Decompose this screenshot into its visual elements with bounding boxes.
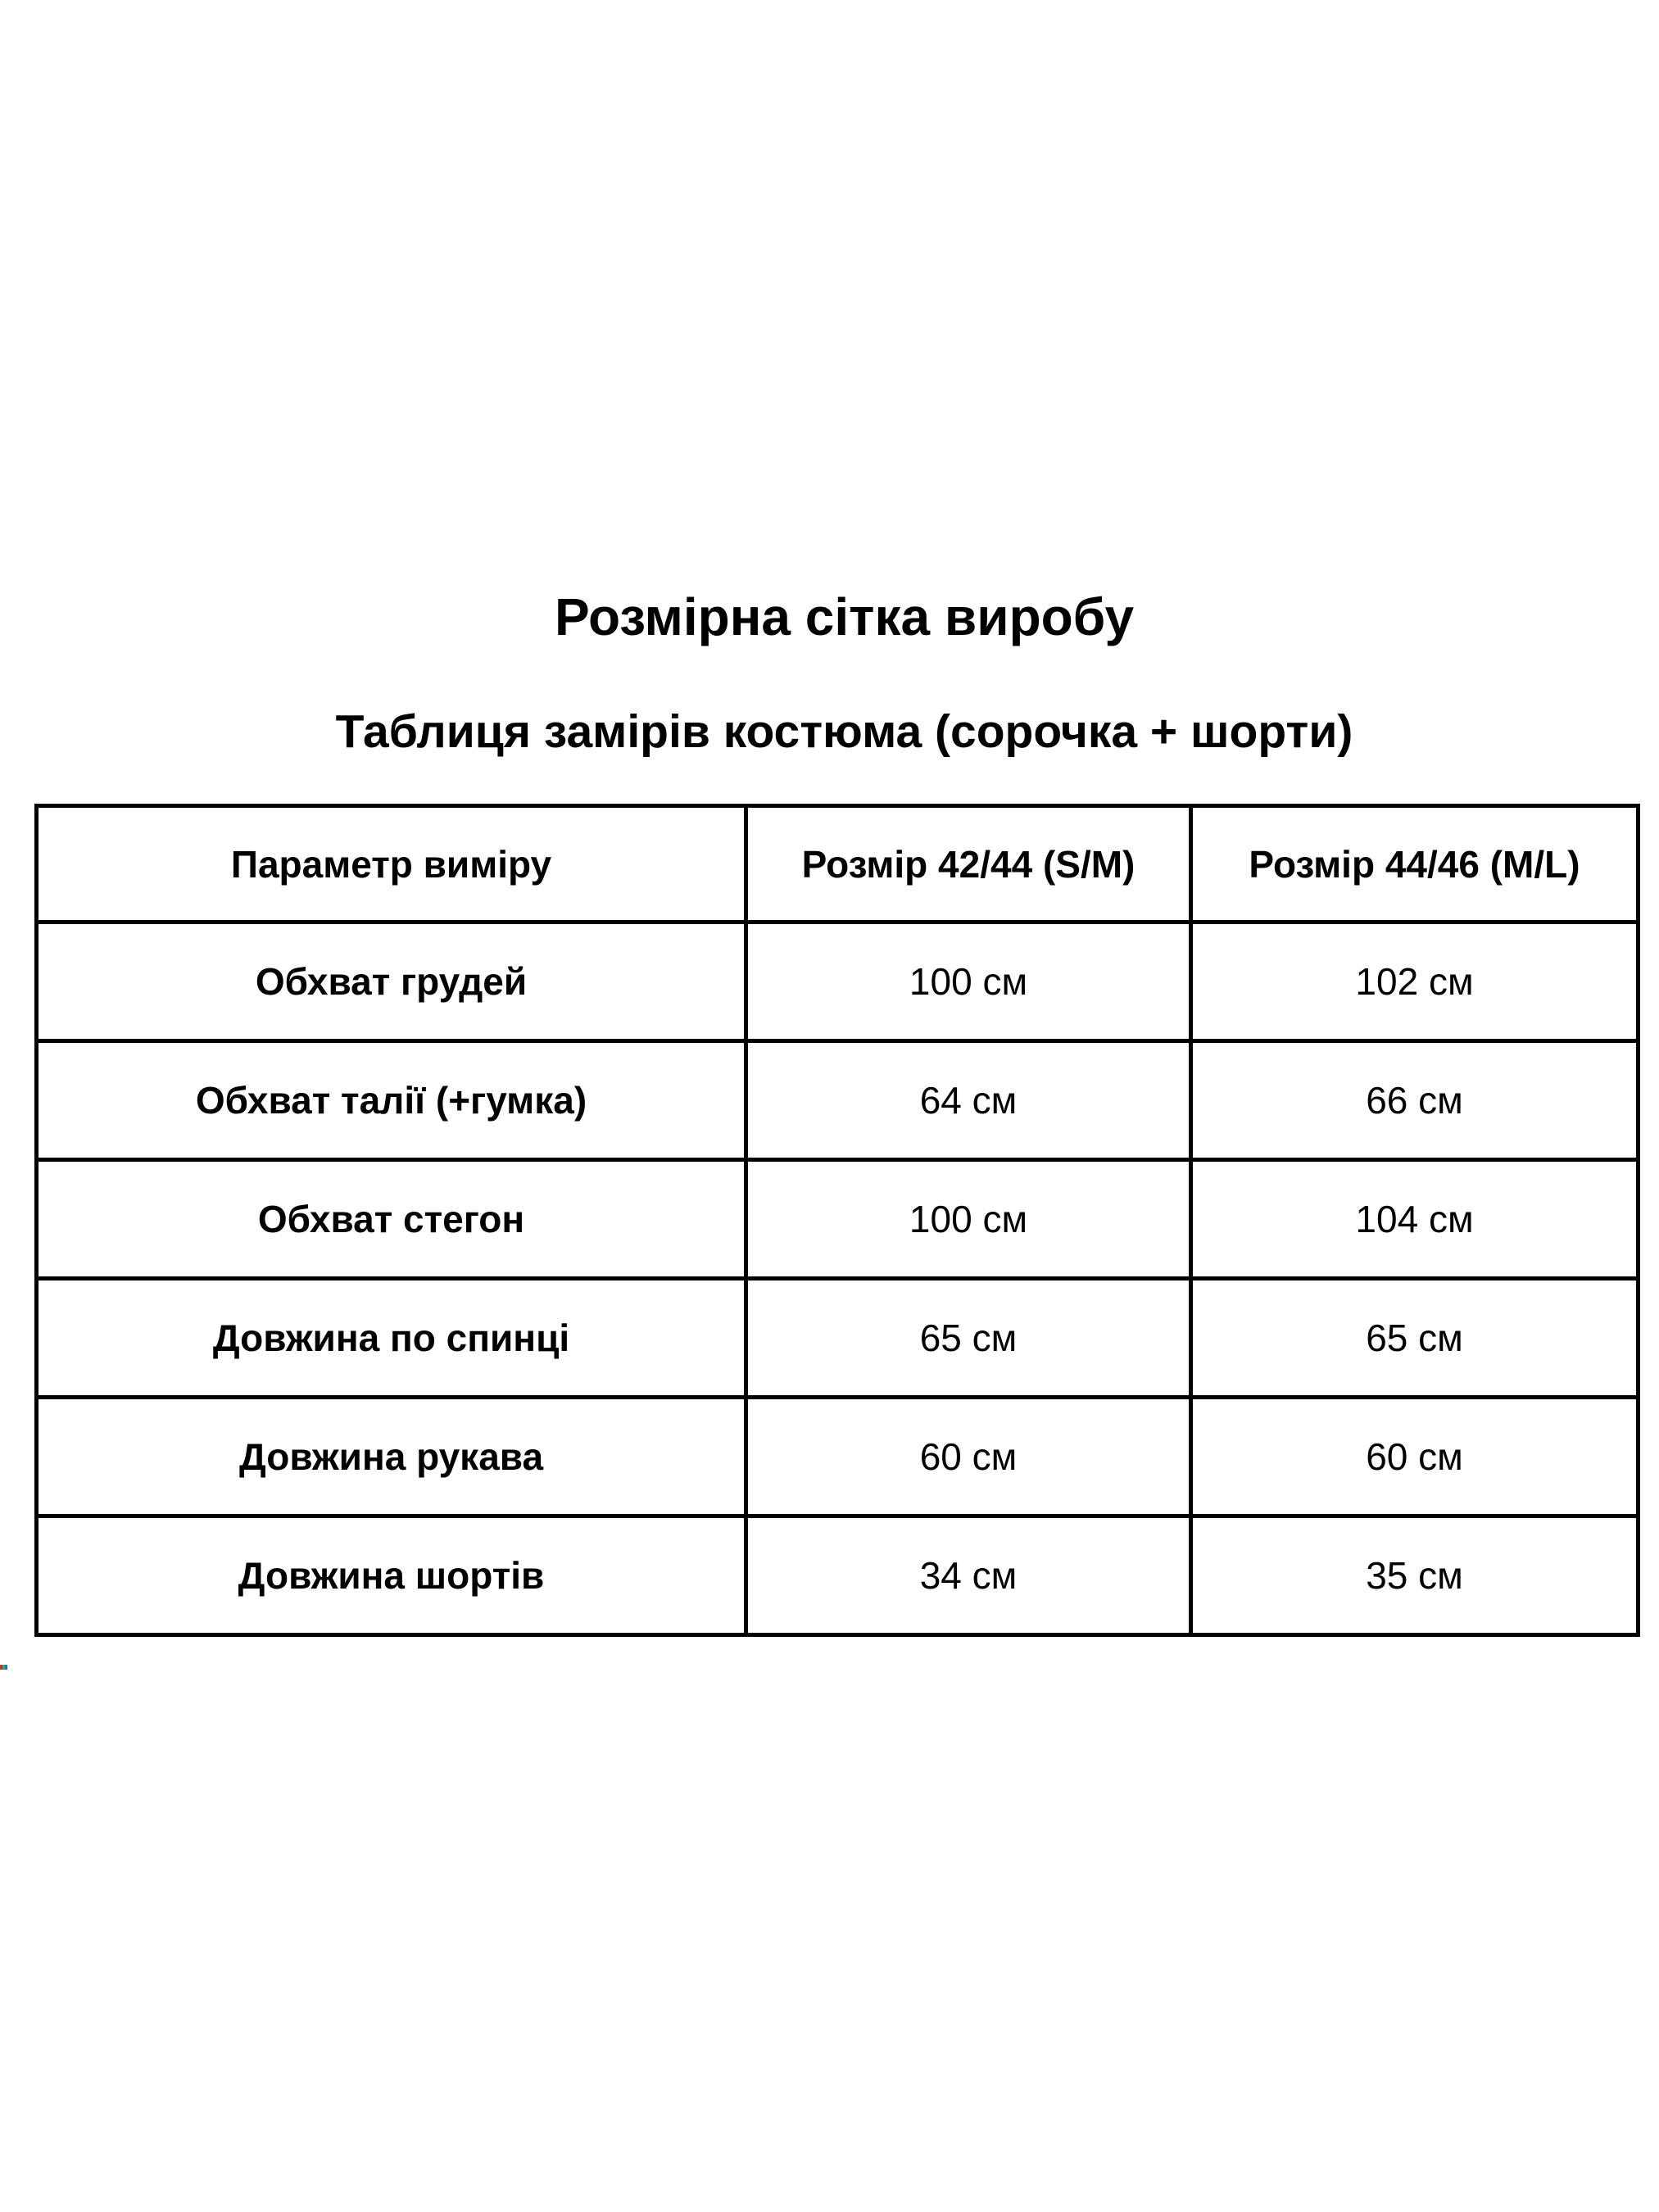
value-cell-size-44-46: 102 см — [1191, 922, 1639, 1041]
table-row — [37, 922, 1639, 1041]
size-chart-header — [37, 806, 1639, 922]
header-row — [37, 806, 1639, 922]
table-row — [37, 1160, 1639, 1279]
table-row — [37, 1398, 1639, 1516]
value-cell-size-44-46: 66 см — [1191, 1041, 1639, 1160]
value-cell-size-42-44: 60 см — [746, 1398, 1191, 1516]
parameter-cell: Обхват стегон — [37, 1160, 746, 1279]
parameter-cell: Довжина рукава — [37, 1398, 746, 1516]
header-cell-size-44-46: Розмір 44/46 (M/L) — [1191, 806, 1639, 922]
value-cell-size-44-46: 60 см — [1191, 1398, 1639, 1516]
value-cell-size-42-44: 100 см — [746, 1160, 1191, 1279]
parameter-cell: Довжина по спинці — [37, 1279, 746, 1398]
table-row — [37, 1041, 1639, 1160]
value-cell-size-42-44: 64 см — [746, 1041, 1191, 1160]
page-subtitle: Таблиця замірів костюма (сорочка + шорти) — [335, 705, 1353, 758]
table-row — [37, 1279, 1639, 1398]
page-title: Розмірна сітка виробу — [554, 587, 1135, 646]
header-cell-parameter: Параметр виміру — [37, 806, 746, 922]
parameter-cell: Обхват грудей — [37, 922, 746, 1041]
value-cell-size-44-46: 65 см — [1191, 1279, 1639, 1398]
value-cell-size-42-44: 100 см — [746, 922, 1191, 1041]
value-cell-size-42-44: 34 см — [746, 1516, 1191, 1635]
value-cell-size-44-46: 104 см — [1191, 1160, 1639, 1279]
parameter-cell: Довжина шортів — [37, 1516, 746, 1635]
stray-pixel-artifact — [0, 1665, 7, 1670]
size-chart-body — [37, 922, 1639, 1635]
value-cell-size-42-44: 65 см — [746, 1279, 1191, 1398]
header-cell-size-42-44: Розмір 42/44 (S/M) — [746, 806, 1191, 922]
size-chart-table — [34, 804, 1640, 1637]
parameter-cell: Обхват талії (+гумка) — [37, 1041, 746, 1160]
value-cell-size-44-46: 35 см — [1191, 1516, 1639, 1635]
table-row — [37, 1516, 1639, 1635]
